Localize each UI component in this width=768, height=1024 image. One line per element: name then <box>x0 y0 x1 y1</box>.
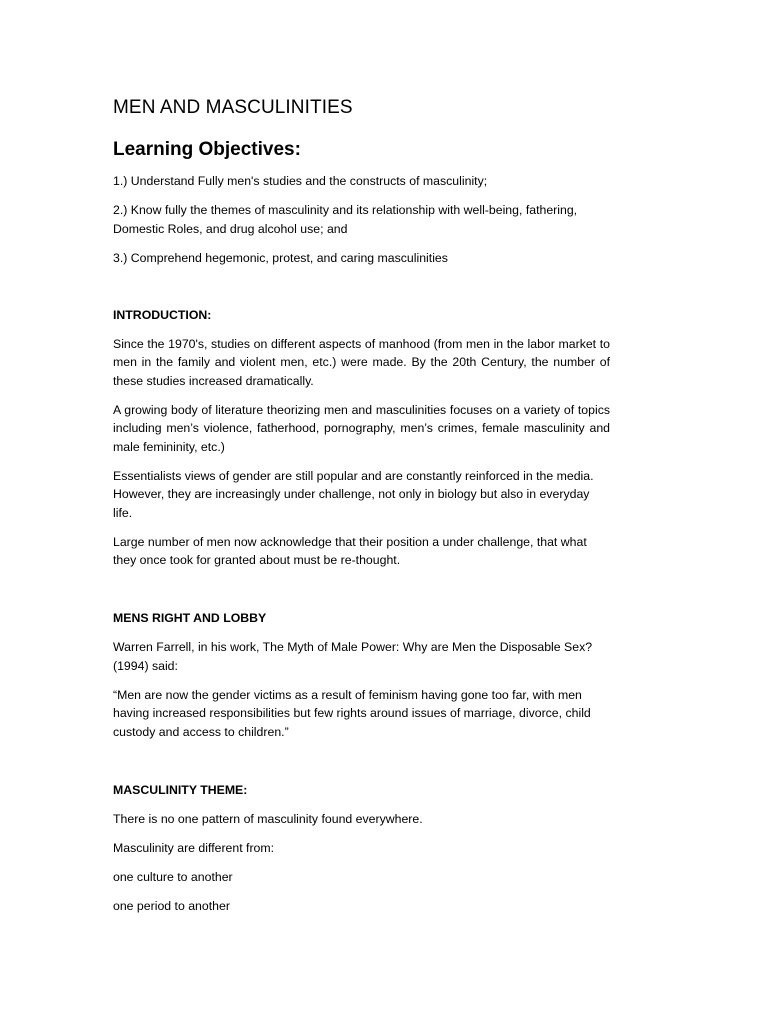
mens-right-heading: MENS RIGHT AND LOBBY <box>113 611 267 625</box>
document-title: MEN AND MASCULINITIES <box>113 97 353 118</box>
mens-right-paragraph-1: Warren Farrell, in his work, The Myth of Male Power: Why are Men the Disposable Sex? (1994) said: <box>113 640 593 673</box>
objective-item-1: 1.) Understand Fully men's studies and the constructs of masculinity; <box>113 174 488 188</box>
introduction-paragraph-4: Large number of men now acknowledge that their position a under challenge, that what they once took for granted about must be re-thought. <box>113 534 587 567</box>
objectives-heading: Learning Objectives: <box>113 139 301 160</box>
introduction-heading: INTRODUCTION: <box>113 307 212 322</box>
masculinity-theme-paragraph-4: one period to another <box>113 898 230 913</box>
document-page <box>113 96 610 926</box>
spacer <box>113 580 610 609</box>
spacer <box>113 278 610 306</box>
masculinity-theme-paragraph-2: Masculinity are different from: <box>113 840 275 855</box>
masculinity-theme-heading: MASCULINITY THEME: <box>113 782 248 797</box>
masculinity-theme-paragraph-3: one culture to another <box>113 869 233 884</box>
objective-item-3: 3.) Comprehend hegemonic, protest, and caring masculinities <box>113 250 448 265</box>
objective-item-2: 2.) Know fully the themes of masculinity and its relationship with well-being, fathering, Domestic Roles, and drug alcohol use; and <box>113 203 578 236</box>
mens-right-quote: “Men are now the gender victims as a result of feminism having gone too far, with men having increased responsibilities but few rights around issues of marriage, divorce, child custody and access to children.” <box>113 687 591 739</box>
masculinity-theme-paragraph-1: There is no one pattern of masculinity found everywhere. <box>113 811 423 826</box>
introduction-paragraph-2: A growing body of literature theorizing men and masculinities focuses on a variety of topics including men’s violence, fatherhood, pornography, men’s crimes, female masculinity and male femininity, etc.) <box>113 402 610 454</box>
introduction-paragraph-3: Essentialists views of gender are still popular and are constantly reinforced in the media. However, they are increasingly under challenge, not only in biology but also in everyday life. <box>113 468 594 520</box>
spacer <box>113 752 610 781</box>
introduction-paragraph-1: Since the 1970's, studies on different aspects of manhood (from men in the labor market to men in the family and violent men, etc.) were made. By the 20th Century, the number of these studies increased dramatically. <box>113 336 610 388</box>
